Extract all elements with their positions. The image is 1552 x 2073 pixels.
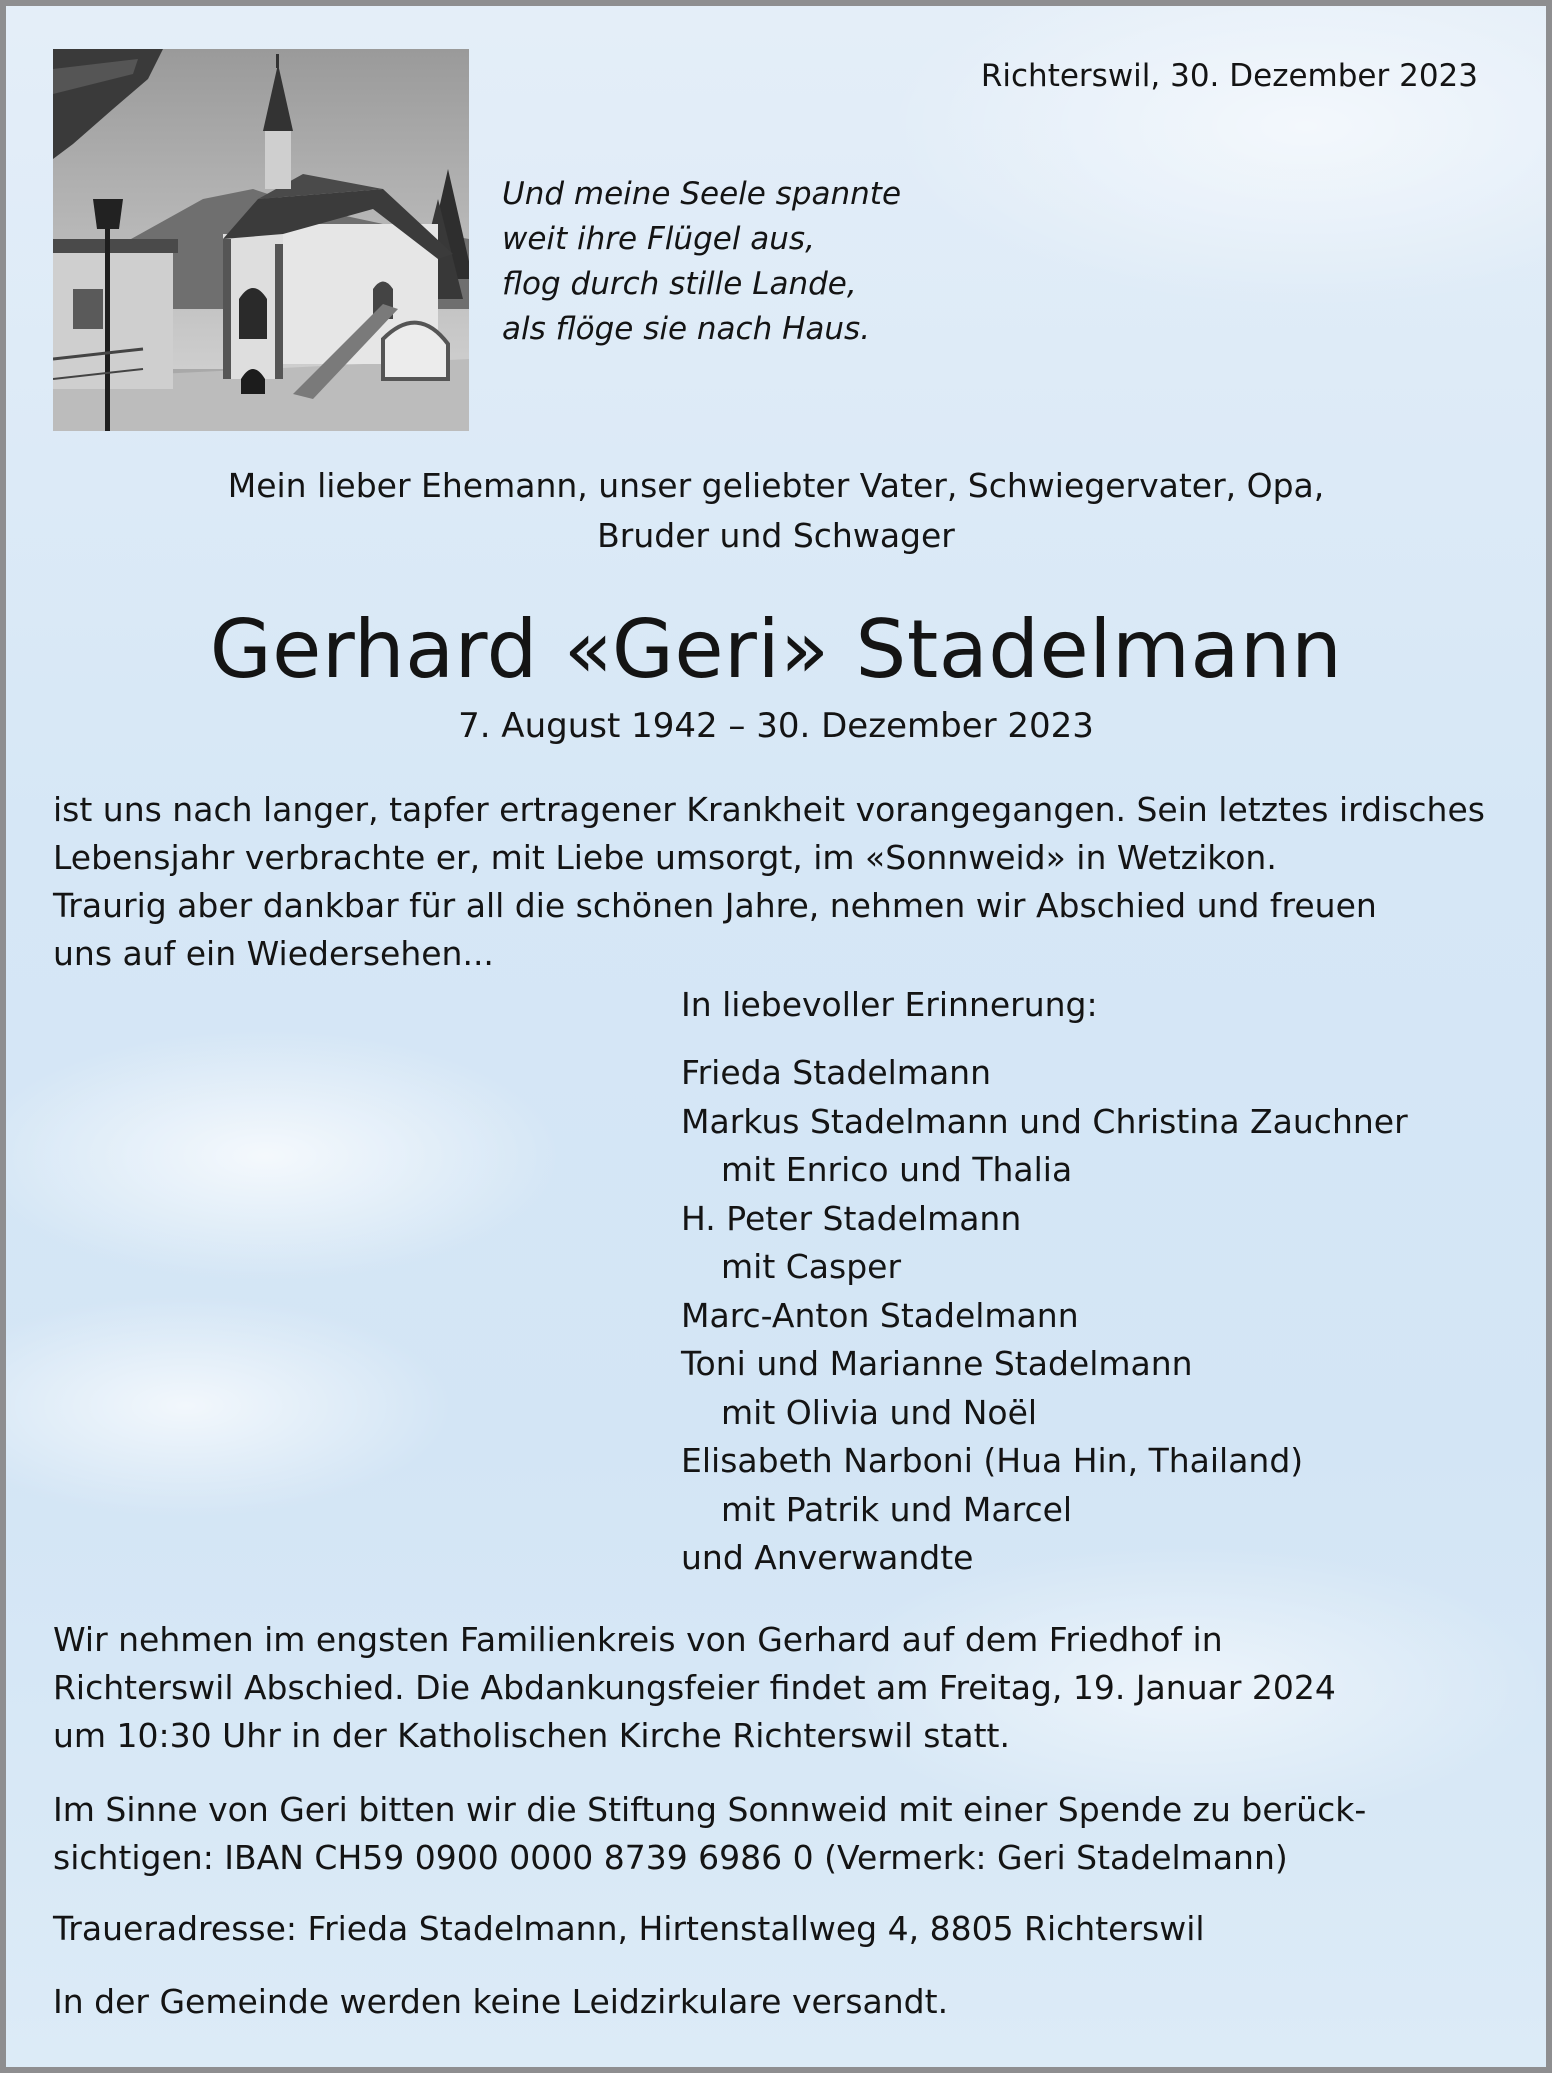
chapel-photo (53, 49, 469, 431)
intro-line: Mein lieber Ehemann, unser geliebter Vater, Schwiegervater, Opa, (227, 466, 1325, 505)
poem-line: flog durch stille Lande, (502, 266, 857, 302)
message-line: ist uns nach langer, tapfer ertragener Krankheit vorangegangen. Sein letztes irdisches (53, 790, 1485, 829)
family-member: mit Patrik und Marcel (721, 1489, 1073, 1529)
family-member: mit Olivia und Noël (721, 1392, 1038, 1432)
lifespan: 7. August 1942 – 30. Dezember 2023 (458, 706, 1094, 746)
memory-heading: In liebevoller Erinnerung: (681, 985, 1098, 1024)
message-line: Traurig aber dankbar für all die schönen Jahre, nehmen wir Abschied und freuen (53, 886, 1377, 925)
family-member: und Anverwandte (681, 1538, 974, 1577)
dateline: Richterswil, 30. Dezember 2023 (980, 58, 1478, 94)
family-member: mit Enrico und Thalia (721, 1150, 1073, 1189)
donation-line: Im Sinne von Geri bitten wir die Stiftung Sonnweid mit einer Spende zu berück- (53, 1790, 1367, 1829)
funeral-line: Richterswil Abschied. Die Abdankungsfeier findet am Freitag, 19. Januar 2024 (53, 1668, 1336, 1707)
circular-note: In der Gemeinde werden keine Leidzirkulare versandt. (53, 1982, 949, 2021)
family-member: Elisabeth Narboni (Hua Hin, Thailand) (681, 1441, 1304, 1480)
message-line: Lebensjahr verbrachte er, mit Liebe umsorgt, im «Sonnweid» in Wetzikon. (53, 838, 1277, 877)
poem-line: als flöge sie nach Haus. (502, 311, 871, 347)
funeral-line: Wir nehmen im engsten Familienkreis von Gerhard auf dem Friedhof in (53, 1620, 1223, 1659)
message-paragraph (53, 786, 1485, 978)
family-member: Markus Stadelmann und Christina Zauchner (681, 1101, 1408, 1141)
poem-line: weit ihre Flügel aus, (502, 221, 815, 257)
donation-line: sichtigen: IBAN CH59 0900 0000 8739 6986 0 (Vermerk: Geri Stadelmann) (53, 1838, 1288, 1877)
intro-line: Bruder und Schwager (597, 516, 955, 555)
family-list (681, 1049, 1408, 1583)
poem-line: Und meine Seele spannte (502, 176, 902, 212)
family-member: Toni und Marianne Stadelmann (681, 1344, 1193, 1383)
intro (6, 461, 1546, 561)
funeral-paragraph (53, 1616, 1336, 1760)
funeral-line: um 10:30 Uhr in der Katholischen Kirche Richterswil statt. (53, 1716, 1010, 1755)
family-member: H. Peter Stadelmann (681, 1198, 1022, 1238)
deceased-name: Gerhard «Geri» Stadelmann (209, 603, 1343, 696)
donation-paragraph (53, 1786, 1366, 1882)
obituary-notice (6, 6, 1546, 2067)
message-line: uns auf ein Wiedersehen... (53, 934, 494, 973)
family-member: Frieda Stadelmann (681, 1053, 992, 1092)
family-member: Marc-Anton Stadelmann (681, 1295, 1079, 1335)
poem (502, 172, 901, 352)
family-member: mit Casper (721, 1247, 902, 1286)
mourning-address: Traueradresse: Frieda Stadelmann, Hirtenstallweg 4, 8805 Richterswil (53, 1909, 1205, 1948)
